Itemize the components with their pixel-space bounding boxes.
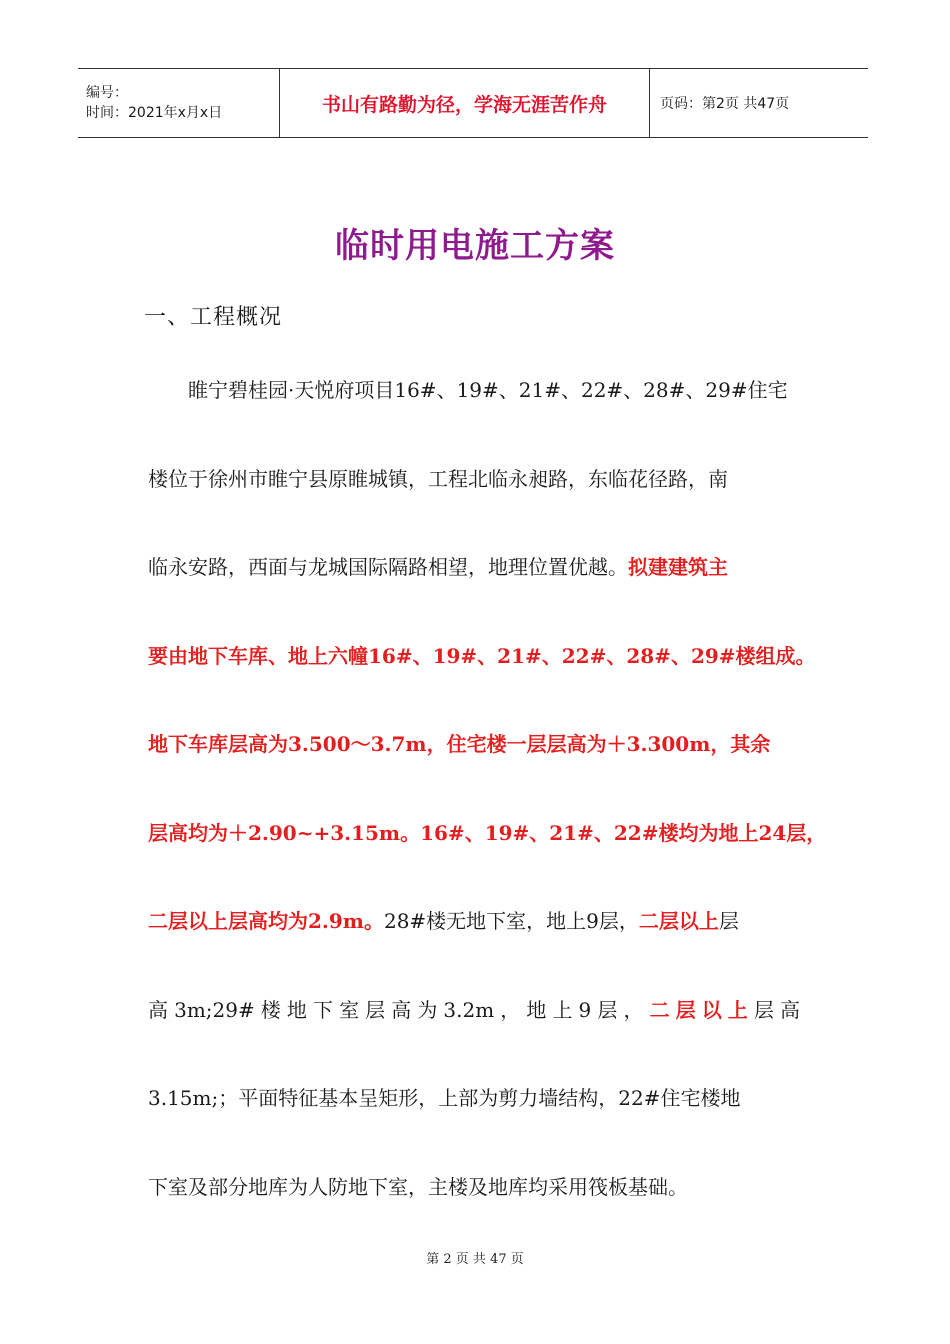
highlight-text: 拟建建筑主 [628, 555, 728, 579]
body-line-9: 3.15m;；平面特征基本呈矩形，上部为剪力墙结构，22#住宅楼地 [148, 1086, 741, 1110]
body-line-2: 楼位于徐州市睢宁县原睢城镇，工程北临永昶路，东临花径路，南 [148, 466, 728, 491]
body-text: 层高 [753, 997, 801, 1022]
body-line-5: 地下车库层高为3.500～3.7m，住宅楼一层层高为＋3.300m，其余 [148, 732, 771, 756]
header-time: 时间：2021年x月x日 [86, 105, 223, 121]
highlight-text: 二层以上 [649, 997, 754, 1022]
body-line-10: 下室及部分地库为人防地下室，主楼及地库均采用筏板基础。 [148, 1174, 688, 1199]
section-heading: 一、工程概况 [144, 305, 283, 330]
highlight-text: 二层以上 [638, 909, 719, 933]
header-motto: 书山有路勤为径，学海无涯苦作舟 [321, 93, 607, 116]
body-line-7 [148, 877, 800, 966]
body-line-6: 层高均为＋2.90~+3.15m。16#、19#、21#、22#楼均为地上24层， [148, 820, 827, 845]
body-text: 临永安路，西面与龙城国际隔路相望，地理位置优越。 [148, 555, 628, 579]
body-line-4: 要由地下车库、地上六幢16#、19#、21#、22#、28#、29#楼组成。 [148, 643, 816, 668]
page-title: 临时用电施工方案 [335, 226, 615, 266]
header-page-cell [650, 69, 868, 137]
body-text: 高3m;29#楼地下室层高为3.2m，地上9层， [148, 997, 650, 1022]
page-footer: 第 2 页 共 47 页 [426, 1252, 524, 1267]
body-text: 层 [718, 909, 739, 933]
body-paragraph [148, 346, 827, 1231]
header-page: 页码：第2页 共47页 [660, 96, 790, 112]
body-line-1: 睢宁碧桂园·天悦府项目16#、19#、21#、22#、28#、29#住宅 [188, 378, 788, 402]
body-line-8 [148, 966, 800, 1055]
header-info-cell [78, 69, 280, 137]
document-header [78, 68, 868, 138]
highlight-text: 二层以上层高均为2.9m。 [148, 909, 384, 933]
body-line-3 [148, 523, 800, 612]
body-text: 28#楼无地下室，地上9层， [383, 909, 639, 933]
header-motto-cell [280, 69, 650, 137]
header-serial: 编号： [86, 85, 128, 101]
